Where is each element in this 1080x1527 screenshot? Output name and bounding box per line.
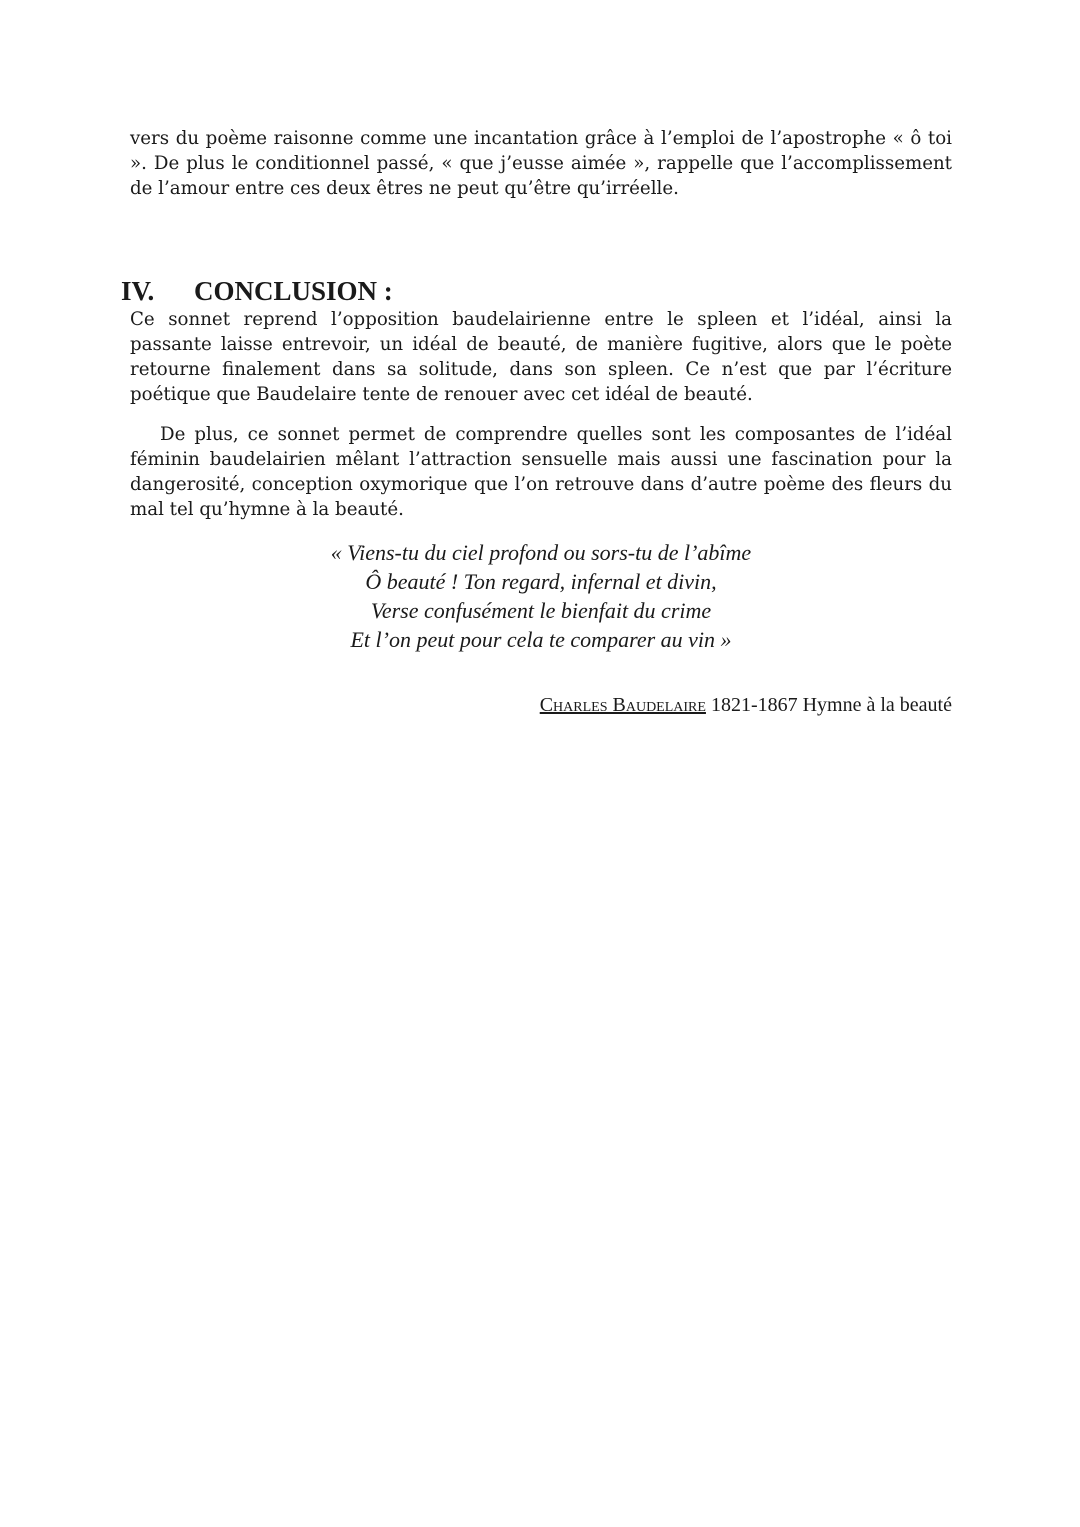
conclusion-paragraph-1: Ce sonnet reprend l’opposition baudelairienne entre le spleen et l’idéal, ainsi la passante laisse entrevoir, un idéal de beauté, de manière fugitive, alors que le poète retourne finalement dans sa solitude, dans son spleen. Ce n’est que par l’écriture poétique que Baudelaire tente de renouer avec cet idéal de beauté. (130, 309, 952, 405)
section-number: IV. (121, 276, 155, 306)
document-page (121, 126, 952, 718)
conclusion-paragraph-2: De plus, ce sonnet permet de comprendre quelles sont les composantes de l’idéal féminin baudelairien mêlant l’attraction sensuelle mais aussi une fascination pour la dangerosité, conception oxymorique que l’on retrouve dans d’autre poème des fleurs du mal tel qu’hymne à la beauté. (130, 424, 952, 520)
spacer (130, 201, 952, 275)
poem-quote (30, 538, 952, 654)
signature-details: 1821-1867 Hymne à la beauté (705, 694, 952, 716)
quote-line: Verse confusément le bienfait du crime (370, 598, 712, 623)
quote-line: Ô beauté ! Ton regard, infernal et divin, (365, 569, 717, 594)
quote-line: Et l’on peut pour cela te comparer au vin » (350, 627, 732, 652)
signature-author: Charles Baudelaire (539, 694, 706, 716)
quote-line: « Viens-tu du ciel profond ou sors-tu de l’abîme (330, 540, 752, 565)
section-heading (121, 275, 952, 307)
signature (130, 692, 952, 718)
section-title: CONCLUSION : (194, 276, 393, 306)
intro-paragraph: vers du poème raisonne comme une incantation grâce à l’emploi de l’apostrophe « ô toi ». De plus le conditionnel passé, « que j’eusse aimée », rappelle que l’accomplissement de l’amour entre ces deux êtres ne peut qu’être qu’irréelle. (130, 128, 952, 199)
